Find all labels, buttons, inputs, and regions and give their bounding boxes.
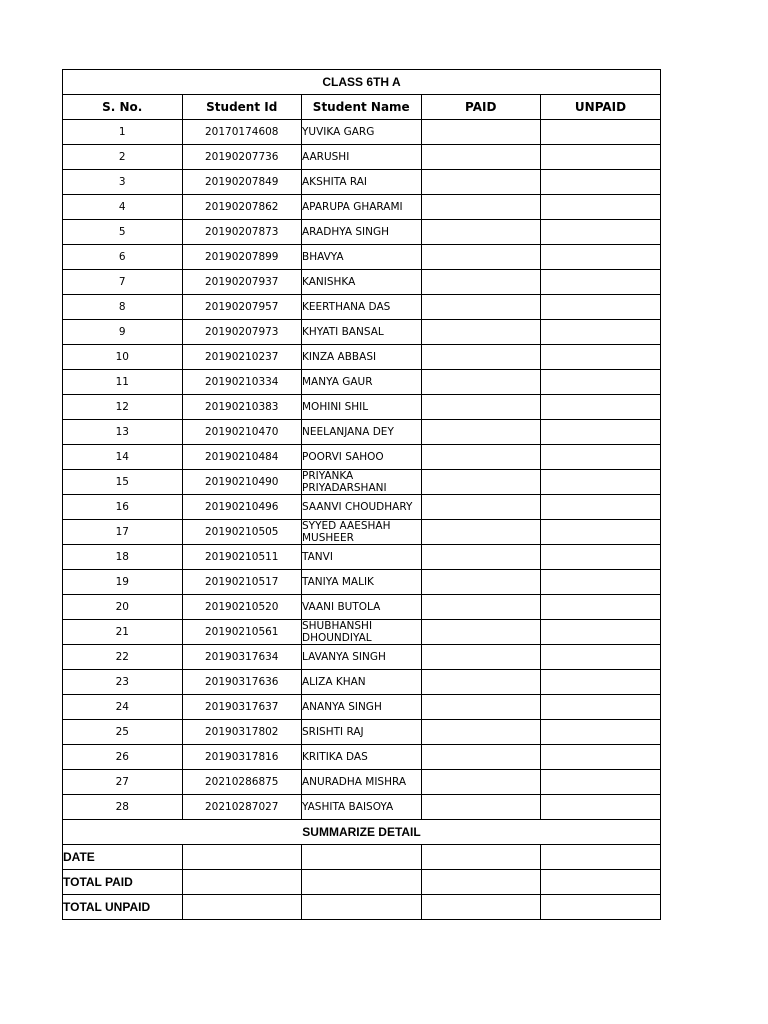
cell-student-name: SAANVI CHOUDHARY bbox=[302, 495, 422, 520]
table-row bbox=[63, 570, 661, 595]
cell-unpaid[interactable] bbox=[541, 395, 661, 420]
summary-value-cell[interactable] bbox=[541, 895, 661, 920]
cell-student-name: PRIYANKA PRIYADARSHANI bbox=[302, 470, 422, 495]
cell-student-id: 20190210490 bbox=[182, 470, 302, 495]
table-row bbox=[63, 770, 661, 795]
cell-student-name: MOHINI SHIL bbox=[302, 395, 422, 420]
cell-sno: 7 bbox=[63, 270, 183, 295]
cell-student-id: 20190210511 bbox=[182, 545, 302, 570]
table-row bbox=[63, 420, 661, 445]
column-header-unpaid: UNPAID bbox=[541, 95, 661, 120]
cell-student-name: YASHITA BAISOYA bbox=[302, 795, 422, 820]
cell-paid[interactable] bbox=[421, 620, 541, 645]
cell-student-name: SRISHTI RAJ bbox=[302, 720, 422, 745]
table-row bbox=[63, 245, 661, 270]
cell-paid[interactable] bbox=[421, 470, 541, 495]
cell-sno: 1 bbox=[63, 120, 183, 145]
cell-paid[interactable] bbox=[421, 595, 541, 620]
cell-paid[interactable] bbox=[421, 745, 541, 770]
cell-student-id: 20190210484 bbox=[182, 445, 302, 470]
cell-student-name: KRITIKA DAS bbox=[302, 745, 422, 770]
cell-unpaid[interactable] bbox=[541, 120, 661, 145]
cell-student-id: 20190210237 bbox=[182, 345, 302, 370]
cell-unpaid[interactable] bbox=[541, 570, 661, 595]
cell-sno: 5 bbox=[63, 220, 183, 245]
cell-unpaid[interactable] bbox=[541, 370, 661, 395]
cell-student-id: 20190210561 bbox=[182, 620, 302, 645]
cell-student-name: LAVANYA SINGH bbox=[302, 645, 422, 670]
header-row bbox=[63, 95, 661, 120]
cell-sno: 27 bbox=[63, 770, 183, 795]
cell-sno: 16 bbox=[63, 495, 183, 520]
summary-title: SUMMARIZE DETAIL bbox=[63, 820, 661, 845]
cell-student-name: AARUSHI bbox=[302, 145, 422, 170]
cell-student-id: 20190317637 bbox=[182, 695, 302, 720]
summary-value-cell[interactable] bbox=[182, 895, 302, 920]
cell-unpaid[interactable] bbox=[541, 695, 661, 720]
summary-value-cell[interactable] bbox=[421, 845, 541, 870]
table-row bbox=[63, 370, 661, 395]
cell-unpaid[interactable] bbox=[541, 595, 661, 620]
fee-status-table bbox=[62, 69, 661, 920]
column-header-sno: S. No. bbox=[63, 95, 183, 120]
cell-paid[interactable] bbox=[421, 370, 541, 395]
cell-student-name: POORVI SAHOO bbox=[302, 445, 422, 470]
table-row bbox=[63, 595, 661, 620]
table-row bbox=[63, 170, 661, 195]
cell-student-id: 20190317636 bbox=[182, 670, 302, 695]
cell-student-id: 20190317634 bbox=[182, 645, 302, 670]
summary-value-cell[interactable] bbox=[302, 895, 422, 920]
cell-student-name: ANANYA SINGH bbox=[302, 695, 422, 720]
cell-sno: 3 bbox=[63, 170, 183, 195]
summary-value-cell[interactable] bbox=[182, 845, 302, 870]
cell-unpaid[interactable] bbox=[541, 170, 661, 195]
cell-sno: 12 bbox=[63, 395, 183, 420]
cell-student-name: TANIYA MALIK bbox=[302, 570, 422, 595]
cell-student-name: YUVIKA GARG bbox=[302, 120, 422, 145]
cell-sno: 11 bbox=[63, 370, 183, 395]
table-row bbox=[63, 545, 661, 570]
cell-unpaid[interactable] bbox=[541, 770, 661, 795]
cell-sno: 21 bbox=[63, 620, 183, 645]
cell-paid[interactable] bbox=[421, 145, 541, 170]
cell-student-name: ARADHYA SINGH bbox=[302, 220, 422, 245]
cell-sno: 6 bbox=[63, 245, 183, 270]
cell-student-id: 20190207937 bbox=[182, 270, 302, 295]
cell-unpaid[interactable] bbox=[541, 270, 661, 295]
cell-sno: 22 bbox=[63, 645, 183, 670]
summary-value-cell[interactable] bbox=[541, 845, 661, 870]
cell-student-id: 20190207957 bbox=[182, 295, 302, 320]
cell-student-id: 20190317816 bbox=[182, 745, 302, 770]
cell-student-id: 20190210383 bbox=[182, 395, 302, 420]
cell-unpaid[interactable] bbox=[541, 470, 661, 495]
cell-student-name: NEELANJANA DEY bbox=[302, 420, 422, 445]
summary-value-cell[interactable] bbox=[302, 870, 422, 895]
summary-value-cell[interactable] bbox=[182, 870, 302, 895]
cell-student-name: ALIZA KHAN bbox=[302, 670, 422, 695]
summary-label: TOTAL PAID bbox=[63, 870, 183, 895]
cell-paid[interactable] bbox=[421, 545, 541, 570]
cell-sno: 17 bbox=[63, 520, 183, 545]
cell-student-name: ANURADHA MISHRA bbox=[302, 770, 422, 795]
table-row bbox=[63, 495, 661, 520]
cell-sno: 23 bbox=[63, 670, 183, 695]
cell-paid[interactable] bbox=[421, 195, 541, 220]
cell-student-id: 20170174608 bbox=[182, 120, 302, 145]
cell-student-id: 20190207736 bbox=[182, 145, 302, 170]
cell-unpaid[interactable] bbox=[541, 720, 661, 745]
table-row bbox=[63, 320, 661, 345]
cell-unpaid[interactable] bbox=[541, 220, 661, 245]
cell-paid[interactable] bbox=[421, 770, 541, 795]
cell-student-id: 20190207849 bbox=[182, 170, 302, 195]
summary-value-cell[interactable] bbox=[302, 845, 422, 870]
cell-sno: 26 bbox=[63, 745, 183, 770]
cell-sno: 15 bbox=[63, 470, 183, 495]
table-row bbox=[63, 445, 661, 470]
cell-unpaid[interactable] bbox=[541, 195, 661, 220]
table-row bbox=[63, 120, 661, 145]
cell-student-name: APARUPA GHARAMI bbox=[302, 195, 422, 220]
cell-sno: 18 bbox=[63, 545, 183, 570]
cell-sno: 25 bbox=[63, 720, 183, 745]
cell-paid[interactable] bbox=[421, 520, 541, 545]
summary-row bbox=[63, 870, 661, 895]
cell-unpaid[interactable] bbox=[541, 645, 661, 670]
cell-sno: 24 bbox=[63, 695, 183, 720]
cell-paid[interactable] bbox=[421, 245, 541, 270]
table-row bbox=[63, 470, 661, 495]
cell-student-name: KHYATI BANSAL bbox=[302, 320, 422, 345]
summary-label: TOTAL UNPAID bbox=[63, 895, 183, 920]
cell-student-name: BHAVYA bbox=[302, 245, 422, 270]
cell-unpaid[interactable] bbox=[541, 520, 661, 545]
cell-unpaid[interactable] bbox=[541, 420, 661, 445]
cell-student-name: KANISHKA bbox=[302, 270, 422, 295]
cell-sno: 4 bbox=[63, 195, 183, 220]
table-title: CLASS 6TH A bbox=[63, 70, 661, 95]
cell-paid[interactable] bbox=[421, 170, 541, 195]
cell-student-id: 20190210470 bbox=[182, 420, 302, 445]
summary-value-cell[interactable] bbox=[421, 895, 541, 920]
cell-paid[interactable] bbox=[421, 645, 541, 670]
table-row bbox=[63, 195, 661, 220]
cell-sno: 28 bbox=[63, 795, 183, 820]
table-row bbox=[63, 220, 661, 245]
cell-student-name: VAANI BUTOLA bbox=[302, 595, 422, 620]
table-row bbox=[63, 695, 661, 720]
cell-unpaid[interactable] bbox=[541, 345, 661, 370]
summary-value-cell[interactable] bbox=[421, 870, 541, 895]
cell-unpaid[interactable] bbox=[541, 145, 661, 170]
cell-paid[interactable] bbox=[421, 695, 541, 720]
cell-sno: 14 bbox=[63, 445, 183, 470]
cell-paid[interactable] bbox=[421, 270, 541, 295]
cell-sno: 10 bbox=[63, 345, 183, 370]
column-header-student-name: Student Name bbox=[302, 95, 422, 120]
cell-student-id: 20190317802 bbox=[182, 720, 302, 745]
cell-paid[interactable] bbox=[421, 495, 541, 520]
cell-student-name: AKSHITA RAI bbox=[302, 170, 422, 195]
cell-paid[interactable] bbox=[421, 295, 541, 320]
cell-student-name: SYYED AAESHAH MUSHEER bbox=[302, 520, 422, 545]
cell-paid[interactable] bbox=[421, 720, 541, 745]
summary-row bbox=[63, 895, 661, 920]
table-title-row bbox=[63, 70, 661, 95]
cell-unpaid[interactable] bbox=[541, 295, 661, 320]
cell-unpaid[interactable] bbox=[541, 745, 661, 770]
table-row bbox=[63, 145, 661, 170]
cell-unpaid[interactable] bbox=[541, 495, 661, 520]
summary-row bbox=[63, 845, 661, 870]
cell-paid[interactable] bbox=[421, 420, 541, 445]
cell-sno: 20 bbox=[63, 595, 183, 620]
table-row bbox=[63, 345, 661, 370]
cell-unpaid[interactable] bbox=[541, 245, 661, 270]
cell-unpaid[interactable] bbox=[541, 620, 661, 645]
cell-student-id: 20190210517 bbox=[182, 570, 302, 595]
cell-paid[interactable] bbox=[421, 220, 541, 245]
cell-paid[interactable] bbox=[421, 120, 541, 145]
cell-student-name: KEERTHANA DAS bbox=[302, 295, 422, 320]
table-row bbox=[63, 270, 661, 295]
summary-label: DATE bbox=[63, 845, 183, 870]
cell-student-name: SHUBHANSHI DHOUNDIYAL bbox=[302, 620, 422, 645]
table-row bbox=[63, 670, 661, 695]
table-row bbox=[63, 745, 661, 770]
table-row bbox=[63, 645, 661, 670]
cell-student-id: 20190210520 bbox=[182, 595, 302, 620]
cell-unpaid[interactable] bbox=[541, 545, 661, 570]
cell-paid[interactable] bbox=[421, 395, 541, 420]
cell-student-id: 20190210496 bbox=[182, 495, 302, 520]
cell-student-id: 20190207862 bbox=[182, 195, 302, 220]
cell-sno: 19 bbox=[63, 570, 183, 595]
cell-student-id: 20190207873 bbox=[182, 220, 302, 245]
cell-sno: 8 bbox=[63, 295, 183, 320]
cell-sno: 9 bbox=[63, 320, 183, 345]
table-row bbox=[63, 520, 661, 545]
summary-value-cell[interactable] bbox=[541, 870, 661, 895]
cell-student-name: KINZA ABBASI bbox=[302, 345, 422, 370]
cell-unpaid[interactable] bbox=[541, 670, 661, 695]
cell-paid[interactable] bbox=[421, 445, 541, 470]
table-row bbox=[63, 295, 661, 320]
cell-paid[interactable] bbox=[421, 670, 541, 695]
cell-sno: 13 bbox=[63, 420, 183, 445]
cell-student-id: 20210286875 bbox=[182, 770, 302, 795]
summary-title-row bbox=[63, 820, 661, 845]
cell-sno: 2 bbox=[63, 145, 183, 170]
cell-student-id: 20190207899 bbox=[182, 245, 302, 270]
cell-unpaid[interactable] bbox=[541, 445, 661, 470]
cell-paid[interactable] bbox=[421, 795, 541, 820]
cell-student-id: 20190207973 bbox=[182, 320, 302, 345]
cell-paid[interactable] bbox=[421, 345, 541, 370]
cell-student-id: 20190210505 bbox=[182, 520, 302, 545]
table-row bbox=[63, 795, 661, 820]
table-row bbox=[63, 395, 661, 420]
cell-unpaid[interactable] bbox=[541, 795, 661, 820]
column-header-student-id: Student Id bbox=[182, 95, 302, 120]
cell-student-id: 20190210334 bbox=[182, 370, 302, 395]
table-row bbox=[63, 720, 661, 745]
cell-paid[interactable] bbox=[421, 570, 541, 595]
cell-student-id: 20210287027 bbox=[182, 795, 302, 820]
table-row bbox=[63, 620, 661, 645]
cell-student-name: TANVI bbox=[302, 545, 422, 570]
cell-paid[interactable] bbox=[421, 320, 541, 345]
column-header-paid: PAID bbox=[421, 95, 541, 120]
cell-unpaid[interactable] bbox=[541, 320, 661, 345]
cell-student-name: MANYA GAUR bbox=[302, 370, 422, 395]
